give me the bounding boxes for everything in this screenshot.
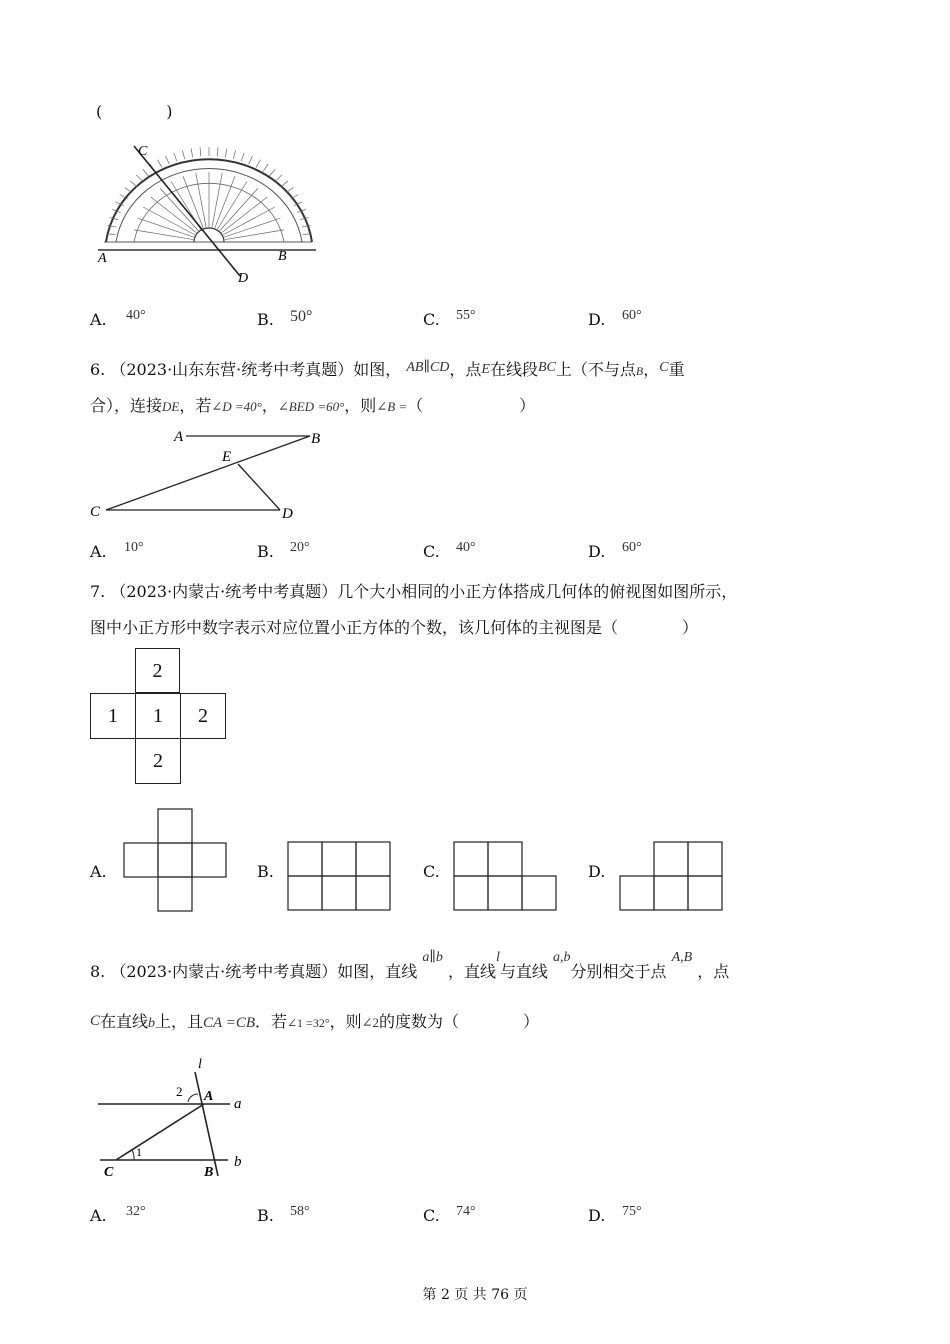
q7-option-d-letter[interactable]: D. (588, 862, 606, 881)
q6-text: 如图， (353, 360, 402, 379)
q7-top-view-grid (90, 648, 228, 786)
q7-source: （2023·内蒙古·统考中考真题） (110, 582, 338, 601)
q6-line-2 (90, 396, 535, 417)
q8-text: ，点 (697, 962, 730, 981)
q8-text: ，则 (329, 1012, 362, 1031)
q8-text: ．若 (254, 1012, 287, 1031)
q6-text: 在线段 (489, 360, 538, 379)
q8-math-c: C (90, 1013, 101, 1029)
q5-label-a: A (98, 251, 107, 266)
q6-option-b-value: 20° (290, 540, 310, 555)
q8-label-c-point: C (104, 1165, 114, 1180)
q8-label-l: l (198, 1057, 202, 1072)
q7-option-c-figure[interactable] (453, 841, 559, 913)
q6-label-c: C (90, 504, 101, 520)
page-footer: 第 2 页 共 76 页 (422, 1287, 528, 1303)
q6-label-e: E (222, 449, 232, 465)
q6-option-a-letter[interactable]: A. (90, 542, 107, 561)
q6-figure (86, 424, 336, 524)
q6-label-a: A (174, 429, 184, 445)
q6-math-angle-bed: ∠BED =60° (277, 399, 345, 414)
q7-line-2: 图中小正方形中数字表示对应位置小正方体的个数，该几何体的主视图是（ ） (90, 618, 699, 637)
q7-option-b-figure[interactable] (287, 841, 391, 913)
q6-text: 上（不与点 (555, 360, 636, 379)
q7-option-d-figure[interactable] (619, 841, 725, 913)
q8-label-b-point: B (204, 1165, 214, 1180)
q8-text: 的度数为（ ） (379, 1012, 540, 1031)
q6-number: 6. (90, 360, 106, 379)
q8-option-c-letter[interactable]: C. (423, 1206, 440, 1225)
q8-math-points-a-b: A,B (671, 950, 693, 965)
q6-option-d-value: 60° (622, 540, 642, 555)
q7-grid-cell-bottom: 2 (135, 738, 181, 784)
q8-option-b-value: 58° (290, 1204, 310, 1219)
q7-grid-cell-right: 2 (180, 693, 226, 739)
q6-source: （2023·山东东营·统考中考真题） (110, 360, 354, 379)
q6-text: ，则 (344, 396, 377, 415)
q8-option-a-letter[interactable]: A. (90, 1206, 107, 1225)
q8-math-a-b: a,b (552, 950, 571, 965)
q5-option-a-value: 40° (126, 308, 146, 323)
q6-option-c-letter[interactable]: C. (423, 542, 440, 561)
q5-label-b: B (278, 249, 287, 264)
q8-line-2 (90, 1012, 539, 1034)
q6-option-c-value: 40° (456, 540, 476, 555)
q5-answer-paren: ( ) (96, 102, 173, 121)
q5-option-c-value: 55° (456, 308, 476, 323)
q7-option-c-letter[interactable]: C. (423, 862, 440, 881)
q8-option-b-letter[interactable]: B. (257, 1206, 274, 1225)
q7-grid-cell-top: 2 (135, 648, 180, 693)
q6-math-e: E (481, 362, 490, 377)
q8-line-1 (90, 950, 730, 984)
q8-label-a-line: a (234, 1096, 242, 1112)
q7-option-b-letter[interactable]: B. (257, 862, 274, 881)
q6-math-bc: BC (538, 360, 556, 375)
q6-label-b: B (311, 431, 321, 447)
q8-math-angle-1: ∠1 =32° (287, 1016, 330, 1030)
q6-option-b-letter[interactable]: B. (257, 542, 274, 561)
q7-number: 7. (90, 582, 106, 601)
q7-line-1 (90, 582, 737, 602)
q8-math-a-parallel-b: a∥b (422, 950, 443, 965)
q8-label-b-line: b (234, 1154, 242, 1170)
q6-text: ，若 (179, 396, 212, 415)
q8-text: 如图，直线 (337, 962, 418, 981)
q6-label-d: D (282, 506, 293, 522)
q6-text: ， (643, 360, 660, 379)
q8-text: ，直线 (447, 962, 496, 981)
q8-text: 在直线 (100, 1012, 149, 1031)
q6-text: ，点 (449, 360, 482, 379)
q8-text: 上，且 (155, 1012, 204, 1031)
q7-grid-cell-center: 1 (135, 693, 181, 739)
q6-math-angle-b: ∠B = (376, 399, 408, 414)
q6-math-angle-d: ∠D =40° (211, 399, 262, 414)
q8-source: （2023·内蒙古·统考中考真题） (110, 962, 338, 981)
q8-text: 分别相交于点 (570, 962, 667, 981)
q8-label-angle-2: 2 (176, 1084, 183, 1099)
q6-text: 重 (668, 360, 685, 379)
q7-option-a-letter[interactable]: A. (90, 862, 107, 881)
q5-option-b-letter[interactable]: B. (257, 310, 274, 329)
q6-math-c: C (659, 360, 669, 375)
q8-math-l: l (495, 950, 500, 965)
q8-math-angle-2: ∠2 (361, 1015, 380, 1030)
q8-label-angle-1: 1 (136, 1145, 142, 1159)
q6-math-ab-parallel-cd: AB∥CD (406, 360, 450, 375)
q8-option-c-value: 74° (456, 1204, 476, 1219)
q8-option-a-value: 32° (126, 1204, 146, 1219)
q6-option-d-letter[interactable]: D. (588, 542, 606, 561)
q5-option-b-value: 50° (290, 308, 313, 325)
q8-text: 与直线 (499, 962, 548, 981)
q5-option-d-letter[interactable]: D. (588, 310, 606, 329)
q5-label-c: C (138, 144, 148, 159)
q5-option-d-value: 60° (622, 308, 642, 323)
q6-answer-paren: （ ） (407, 396, 536, 415)
q8-option-d-letter[interactable]: D. (588, 1206, 606, 1225)
q6-line-1 (90, 360, 685, 382)
q6-math-de: DE (162, 399, 180, 414)
q6-text: 合），连接 (90, 396, 163, 415)
q5-protractor-figure (94, 138, 334, 288)
q8-number: 8. (90, 962, 106, 981)
q8-label-a-point: A (204, 1089, 214, 1104)
q7-grid-cell-left: 1 (90, 693, 136, 739)
q5-option-a-letter[interactable]: A. (90, 310, 107, 329)
q8-option-d-value: 75° (622, 1204, 642, 1219)
q5-label-d: D (238, 271, 249, 286)
q7-text: 几个大小相同的小正方体搭成几何体的俯视图如图所示， (337, 582, 738, 601)
q8-math-ca-eq-cb: CA =CB (203, 1015, 255, 1031)
q5-option-c-letter[interactable]: C. (423, 310, 440, 329)
q8-figure (94, 1048, 264, 1182)
q7-option-a-figure[interactable] (122, 808, 228, 912)
q6-option-a-value: 10° (124, 540, 144, 555)
q8-math-b: b (148, 1016, 156, 1031)
q6-text: ， (261, 396, 278, 415)
q6-math-b: B (635, 364, 644, 378)
